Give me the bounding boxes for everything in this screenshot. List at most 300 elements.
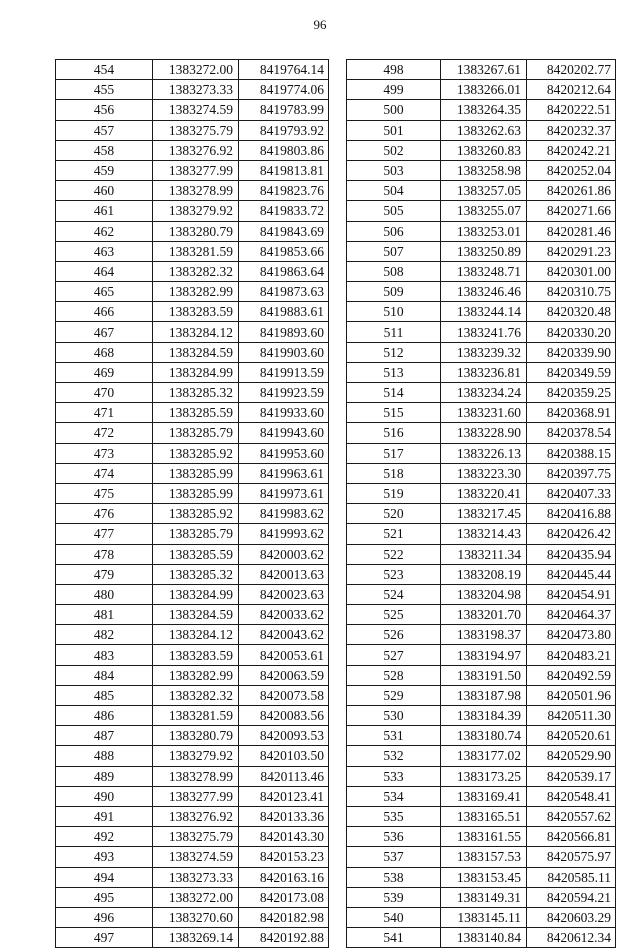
point-number-cell: 497 — [56, 928, 153, 948]
table-row — [347, 282, 616, 302]
point-number-cell: 516 — [347, 423, 441, 443]
y-coordinate-cell: 8420483.21 — [527, 645, 616, 665]
point-number-cell: 470 — [56, 383, 153, 403]
x-coordinate-cell: 1383194.97 — [441, 645, 527, 665]
table-row — [347, 483, 616, 503]
point-number-cell: 499 — [347, 80, 441, 100]
table-row — [347, 80, 616, 100]
y-coordinate-cell: 8420023.63 — [239, 584, 329, 604]
y-coordinate-cell: 8420492.59 — [527, 665, 616, 685]
x-coordinate-cell: 1383246.46 — [441, 282, 527, 302]
table-row — [347, 524, 616, 544]
y-coordinate-cell: 8419774.06 — [239, 80, 329, 100]
point-number-cell: 509 — [347, 282, 441, 302]
point-number-cell: 503 — [347, 160, 441, 180]
point-number-cell: 522 — [347, 544, 441, 564]
y-coordinate-cell: 8419803.86 — [239, 140, 329, 160]
y-coordinate-cell: 8420123.41 — [239, 786, 329, 806]
point-number-cell: 461 — [56, 201, 153, 221]
point-number-cell: 506 — [347, 221, 441, 241]
x-coordinate-cell: 1383248.71 — [441, 261, 527, 281]
x-coordinate-cell: 1383285.32 — [153, 564, 239, 584]
point-number-cell: 538 — [347, 867, 441, 887]
x-coordinate-cell: 1383236.81 — [441, 362, 527, 382]
x-coordinate-cell: 1383280.79 — [153, 726, 239, 746]
point-number-cell: 520 — [347, 504, 441, 524]
x-coordinate-cell: 1383282.32 — [153, 261, 239, 281]
y-coordinate-cell: 8420163.16 — [239, 867, 329, 887]
table-row — [56, 261, 329, 281]
point-number-cell: 526 — [347, 625, 441, 645]
y-coordinate-cell: 8419823.76 — [239, 181, 329, 201]
y-coordinate-cell: 8420594.21 — [527, 887, 616, 907]
x-coordinate-cell: 1383239.32 — [441, 342, 527, 362]
y-coordinate-cell: 8420083.56 — [239, 706, 329, 726]
table-row — [56, 645, 329, 665]
x-coordinate-cell: 1383145.11 — [441, 907, 527, 927]
x-coordinate-cell: 1383283.59 — [153, 302, 239, 322]
x-coordinate-cell: 1383285.99 — [153, 463, 239, 483]
table-row — [347, 181, 616, 201]
y-coordinate-cell: 8420173.08 — [239, 887, 329, 907]
x-coordinate-cell: 1383260.83 — [441, 140, 527, 160]
table-row — [347, 261, 616, 281]
x-coordinate-cell: 1383223.30 — [441, 463, 527, 483]
x-coordinate-cell: 1383284.12 — [153, 625, 239, 645]
point-number-cell: 493 — [56, 847, 153, 867]
point-number-cell: 498 — [347, 60, 441, 80]
x-coordinate-cell: 1383274.59 — [153, 847, 239, 867]
x-coordinate-cell: 1383149.31 — [441, 887, 527, 907]
x-coordinate-cell: 1383285.79 — [153, 524, 239, 544]
point-number-cell: 534 — [347, 786, 441, 806]
point-number-cell: 535 — [347, 806, 441, 826]
table-row — [56, 786, 329, 806]
point-number-cell: 478 — [56, 544, 153, 564]
y-coordinate-cell: 8420585.11 — [527, 867, 616, 887]
point-number-cell: 473 — [56, 443, 153, 463]
table-row — [347, 201, 616, 221]
y-coordinate-cell: 8420501.96 — [527, 685, 616, 705]
point-number-cell: 486 — [56, 706, 153, 726]
table-row — [56, 423, 329, 443]
point-number-cell: 512 — [347, 342, 441, 362]
x-coordinate-cell: 1383262.63 — [441, 120, 527, 140]
table-row — [56, 342, 329, 362]
point-number-cell: 539 — [347, 887, 441, 907]
y-coordinate-cell: 8420222.51 — [527, 100, 616, 120]
point-number-cell: 487 — [56, 726, 153, 746]
y-coordinate-cell: 8419943.60 — [239, 423, 329, 443]
table-row — [56, 403, 329, 423]
point-number-cell: 524 — [347, 584, 441, 604]
y-coordinate-cell: 8420291.23 — [527, 241, 616, 261]
y-coordinate-cell: 8419843.69 — [239, 221, 329, 241]
y-coordinate-cell: 8420378.54 — [527, 423, 616, 443]
table-row — [347, 463, 616, 483]
table-row — [347, 302, 616, 322]
y-coordinate-cell: 8420445.44 — [527, 564, 616, 584]
y-coordinate-cell: 8420454.91 — [527, 584, 616, 604]
point-number-cell: 532 — [347, 746, 441, 766]
x-coordinate-cell: 1383173.25 — [441, 766, 527, 786]
x-coordinate-cell: 1383278.99 — [153, 766, 239, 786]
table-row — [347, 605, 616, 625]
coordinate-table-left — [55, 59, 329, 948]
table-row — [56, 564, 329, 584]
y-coordinate-cell: 8420261.86 — [527, 181, 616, 201]
y-coordinate-cell: 8419973.61 — [239, 483, 329, 503]
table-row — [56, 181, 329, 201]
y-coordinate-cell: 8420539.17 — [527, 766, 616, 786]
table-row — [56, 928, 329, 948]
y-coordinate-cell: 8420182.98 — [239, 907, 329, 927]
table-row — [347, 907, 616, 927]
y-coordinate-cell: 8419883.61 — [239, 302, 329, 322]
y-coordinate-cell: 8419933.60 — [239, 403, 329, 423]
table-row — [56, 625, 329, 645]
table-row — [347, 827, 616, 847]
point-number-cell: 513 — [347, 362, 441, 382]
point-number-cell: 496 — [56, 907, 153, 927]
y-coordinate-cell: 8419953.60 — [239, 443, 329, 463]
x-coordinate-cell: 1383226.13 — [441, 443, 527, 463]
table-row — [56, 463, 329, 483]
y-coordinate-cell: 8420242.21 — [527, 140, 616, 160]
y-coordinate-cell: 8420435.94 — [527, 544, 616, 564]
table-row — [347, 322, 616, 342]
table-row — [347, 383, 616, 403]
table-row — [56, 907, 329, 927]
x-coordinate-cell: 1383279.92 — [153, 746, 239, 766]
point-number-cell: 490 — [56, 786, 153, 806]
y-coordinate-cell: 8420339.90 — [527, 342, 616, 362]
y-coordinate-cell: 8419764.14 — [239, 60, 329, 80]
table-row — [347, 60, 616, 80]
y-coordinate-cell: 8419913.59 — [239, 362, 329, 382]
y-coordinate-cell: 8420271.66 — [527, 201, 616, 221]
y-coordinate-cell: 8419853.66 — [239, 241, 329, 261]
table-row — [56, 887, 329, 907]
point-number-cell: 528 — [347, 665, 441, 685]
table-row — [347, 504, 616, 524]
point-number-cell: 502 — [347, 140, 441, 160]
x-coordinate-cell: 1383284.99 — [153, 584, 239, 604]
y-coordinate-cell: 8420212.64 — [527, 80, 616, 100]
y-coordinate-cell: 8420320.48 — [527, 302, 616, 322]
x-coordinate-cell: 1383275.79 — [153, 120, 239, 140]
x-coordinate-cell: 1383140.84 — [441, 928, 527, 948]
table-row — [347, 867, 616, 887]
point-number-cell: 527 — [347, 645, 441, 665]
y-coordinate-cell: 8419813.81 — [239, 160, 329, 180]
x-coordinate-cell: 1383267.61 — [441, 60, 527, 80]
y-coordinate-cell: 8420063.59 — [239, 665, 329, 685]
table-row — [347, 403, 616, 423]
table-row — [56, 483, 329, 503]
point-number-cell: 477 — [56, 524, 153, 544]
y-coordinate-cell: 8420281.46 — [527, 221, 616, 241]
x-coordinate-cell: 1383177.02 — [441, 746, 527, 766]
table-row — [347, 140, 616, 160]
x-coordinate-cell: 1383165.51 — [441, 806, 527, 826]
x-coordinate-cell: 1383284.12 — [153, 322, 239, 342]
y-coordinate-cell: 8420232.37 — [527, 120, 616, 140]
point-number-cell: 492 — [56, 827, 153, 847]
y-coordinate-cell: 8420043.62 — [239, 625, 329, 645]
x-coordinate-cell: 1383281.59 — [153, 706, 239, 726]
x-coordinate-cell: 1383275.79 — [153, 827, 239, 847]
y-coordinate-cell: 8420133.36 — [239, 806, 329, 826]
table-row — [56, 867, 329, 887]
y-coordinate-cell: 8420310.75 — [527, 282, 616, 302]
y-coordinate-cell: 8420368.91 — [527, 403, 616, 423]
x-coordinate-cell: 1383277.99 — [153, 786, 239, 806]
x-coordinate-cell: 1383157.53 — [441, 847, 527, 867]
x-coordinate-cell: 1383266.01 — [441, 80, 527, 100]
y-coordinate-cell: 8420557.62 — [527, 806, 616, 826]
point-number-cell: 469 — [56, 362, 153, 382]
point-number-cell: 540 — [347, 907, 441, 927]
table-row — [56, 706, 329, 726]
table-row — [56, 726, 329, 746]
x-coordinate-cell: 1383285.32 — [153, 383, 239, 403]
x-coordinate-cell: 1383255.07 — [441, 201, 527, 221]
y-coordinate-cell: 8419993.62 — [239, 524, 329, 544]
table-row — [347, 685, 616, 705]
y-coordinate-cell: 8419873.63 — [239, 282, 329, 302]
table-row — [56, 241, 329, 261]
x-coordinate-cell: 1383283.59 — [153, 645, 239, 665]
table-row — [347, 423, 616, 443]
table-row — [56, 322, 329, 342]
table-row — [347, 160, 616, 180]
x-coordinate-cell: 1383282.99 — [153, 282, 239, 302]
y-coordinate-cell: 8420003.62 — [239, 544, 329, 564]
x-coordinate-cell: 1383244.14 — [441, 302, 527, 322]
x-coordinate-cell: 1383211.34 — [441, 544, 527, 564]
x-coordinate-cell: 1383180.74 — [441, 726, 527, 746]
point-number-cell: 467 — [56, 322, 153, 342]
point-number-cell: 468 — [56, 342, 153, 362]
y-coordinate-cell: 8420388.15 — [527, 443, 616, 463]
point-number-cell: 459 — [56, 160, 153, 180]
table-row — [56, 746, 329, 766]
x-coordinate-cell: 1383161.55 — [441, 827, 527, 847]
table-row — [56, 766, 329, 786]
table-row — [347, 746, 616, 766]
y-coordinate-cell: 8420330.20 — [527, 322, 616, 342]
point-number-cell: 489 — [56, 766, 153, 786]
table-row — [56, 302, 329, 322]
table-row — [347, 564, 616, 584]
point-number-cell: 537 — [347, 847, 441, 867]
y-coordinate-cell: 8420464.37 — [527, 605, 616, 625]
point-number-cell: 454 — [56, 60, 153, 80]
y-coordinate-cell: 8419923.59 — [239, 383, 329, 403]
x-coordinate-cell: 1383220.41 — [441, 483, 527, 503]
x-coordinate-cell: 1383276.92 — [153, 140, 239, 160]
point-number-cell: 495 — [56, 887, 153, 907]
y-coordinate-cell: 8420426.42 — [527, 524, 616, 544]
x-coordinate-cell: 1383269.14 — [153, 928, 239, 948]
y-coordinate-cell: 8419863.64 — [239, 261, 329, 281]
point-number-cell: 504 — [347, 181, 441, 201]
point-number-cell: 471 — [56, 403, 153, 423]
table-row — [56, 140, 329, 160]
x-coordinate-cell: 1383250.89 — [441, 241, 527, 261]
table-row — [347, 887, 616, 907]
point-number-cell: 536 — [347, 827, 441, 847]
point-number-cell: 460 — [56, 181, 153, 201]
y-coordinate-cell: 8419963.61 — [239, 463, 329, 483]
point-number-cell: 483 — [56, 645, 153, 665]
x-coordinate-cell: 1383214.43 — [441, 524, 527, 544]
table-row — [56, 282, 329, 302]
point-number-cell: 481 — [56, 605, 153, 625]
x-coordinate-cell: 1383277.99 — [153, 160, 239, 180]
y-coordinate-cell: 8420397.75 — [527, 463, 616, 483]
y-coordinate-cell: 8420103.50 — [239, 746, 329, 766]
y-coordinate-cell: 8419793.92 — [239, 120, 329, 140]
point-number-cell: 501 — [347, 120, 441, 140]
point-number-cell: 541 — [347, 928, 441, 948]
table-row — [56, 504, 329, 524]
x-coordinate-cell: 1383273.33 — [153, 80, 239, 100]
point-number-cell: 464 — [56, 261, 153, 281]
x-coordinate-cell: 1383274.59 — [153, 100, 239, 120]
point-number-cell: 531 — [347, 726, 441, 746]
y-coordinate-cell: 8420153.23 — [239, 847, 329, 867]
table-row — [347, 362, 616, 382]
x-coordinate-cell: 1383184.39 — [441, 706, 527, 726]
table-row — [347, 584, 616, 604]
table-row — [347, 766, 616, 786]
y-coordinate-cell: 8420511.30 — [527, 706, 616, 726]
point-number-cell: 456 — [56, 100, 153, 120]
x-coordinate-cell: 1383234.24 — [441, 383, 527, 403]
table-row — [56, 80, 329, 100]
y-coordinate-cell: 8420033.62 — [239, 605, 329, 625]
table-row — [56, 60, 329, 80]
table-row — [347, 806, 616, 826]
table-row — [347, 241, 616, 261]
table-row — [56, 524, 329, 544]
table-row — [347, 221, 616, 241]
x-coordinate-cell: 1383270.60 — [153, 907, 239, 927]
x-coordinate-cell: 1383281.59 — [153, 241, 239, 261]
y-coordinate-cell: 8419893.60 — [239, 322, 329, 342]
x-coordinate-cell: 1383231.60 — [441, 403, 527, 423]
point-number-cell: 479 — [56, 564, 153, 584]
point-number-cell: 523 — [347, 564, 441, 584]
table-row — [347, 625, 616, 645]
page-number: 96 — [313, 17, 327, 32]
y-coordinate-cell: 8420416.88 — [527, 504, 616, 524]
point-number-cell: 485 — [56, 685, 153, 705]
y-coordinate-cell: 8420612.34 — [527, 928, 616, 948]
x-coordinate-cell: 1383285.59 — [153, 403, 239, 423]
table-row — [347, 120, 616, 140]
x-coordinate-cell: 1383279.92 — [153, 201, 239, 221]
y-coordinate-cell: 8420073.58 — [239, 685, 329, 705]
point-number-cell: 505 — [347, 201, 441, 221]
point-number-cell: 494 — [56, 867, 153, 887]
table-row — [56, 100, 329, 120]
table-row — [347, 100, 616, 120]
x-coordinate-cell: 1383284.59 — [153, 342, 239, 362]
table-row — [56, 605, 329, 625]
y-coordinate-cell: 8420359.25 — [527, 383, 616, 403]
x-coordinate-cell: 1383285.59 — [153, 544, 239, 564]
table-row — [56, 665, 329, 685]
coordinate-table-right — [346, 59, 616, 948]
table-row — [347, 726, 616, 746]
y-coordinate-cell: 8420093.53 — [239, 726, 329, 746]
y-coordinate-cell: 8420013.63 — [239, 564, 329, 584]
y-coordinate-cell: 8420407.33 — [527, 483, 616, 503]
point-number-cell: 455 — [56, 80, 153, 100]
point-number-cell: 507 — [347, 241, 441, 261]
point-number-cell: 457 — [56, 120, 153, 140]
x-coordinate-cell: 1383191.50 — [441, 665, 527, 685]
x-coordinate-cell: 1383280.79 — [153, 221, 239, 241]
table-row — [347, 342, 616, 362]
point-number-cell: 519 — [347, 483, 441, 503]
point-number-cell: 463 — [56, 241, 153, 261]
y-coordinate-cell: 8420520.61 — [527, 726, 616, 746]
table-row — [56, 544, 329, 564]
point-number-cell: 462 — [56, 221, 153, 241]
x-coordinate-cell: 1383276.92 — [153, 806, 239, 826]
x-coordinate-cell: 1383241.76 — [441, 322, 527, 342]
y-coordinate-cell: 8420566.81 — [527, 827, 616, 847]
table-row — [56, 827, 329, 847]
table-row — [56, 806, 329, 826]
y-coordinate-cell: 8420192.88 — [239, 928, 329, 948]
table-row — [56, 584, 329, 604]
point-number-cell: 515 — [347, 403, 441, 423]
table-row — [56, 443, 329, 463]
x-coordinate-cell: 1383282.32 — [153, 685, 239, 705]
x-coordinate-cell: 1383258.98 — [441, 160, 527, 180]
x-coordinate-cell: 1383273.33 — [153, 867, 239, 887]
point-number-cell: 514 — [347, 383, 441, 403]
point-number-cell: 488 — [56, 746, 153, 766]
x-coordinate-cell: 1383187.98 — [441, 685, 527, 705]
x-coordinate-cell: 1383204.98 — [441, 584, 527, 604]
table-row — [56, 847, 329, 867]
point-number-cell: 517 — [347, 443, 441, 463]
x-coordinate-cell: 1383201.70 — [441, 605, 527, 625]
x-coordinate-cell: 1383285.99 — [153, 483, 239, 503]
x-coordinate-cell: 1383228.90 — [441, 423, 527, 443]
point-number-cell: 482 — [56, 625, 153, 645]
y-coordinate-cell: 8419983.62 — [239, 504, 329, 524]
x-coordinate-cell: 1383153.45 — [441, 867, 527, 887]
table-row — [56, 383, 329, 403]
point-number-cell: 458 — [56, 140, 153, 160]
y-coordinate-cell: 8419833.72 — [239, 201, 329, 221]
table-row — [347, 847, 616, 867]
table-row — [56, 120, 329, 140]
x-coordinate-cell: 1383284.59 — [153, 605, 239, 625]
point-number-cell: 529 — [347, 685, 441, 705]
y-coordinate-cell: 8420113.46 — [239, 766, 329, 786]
x-coordinate-cell: 1383285.92 — [153, 443, 239, 463]
y-coordinate-cell: 8420301.00 — [527, 261, 616, 281]
point-number-cell: 491 — [56, 806, 153, 826]
